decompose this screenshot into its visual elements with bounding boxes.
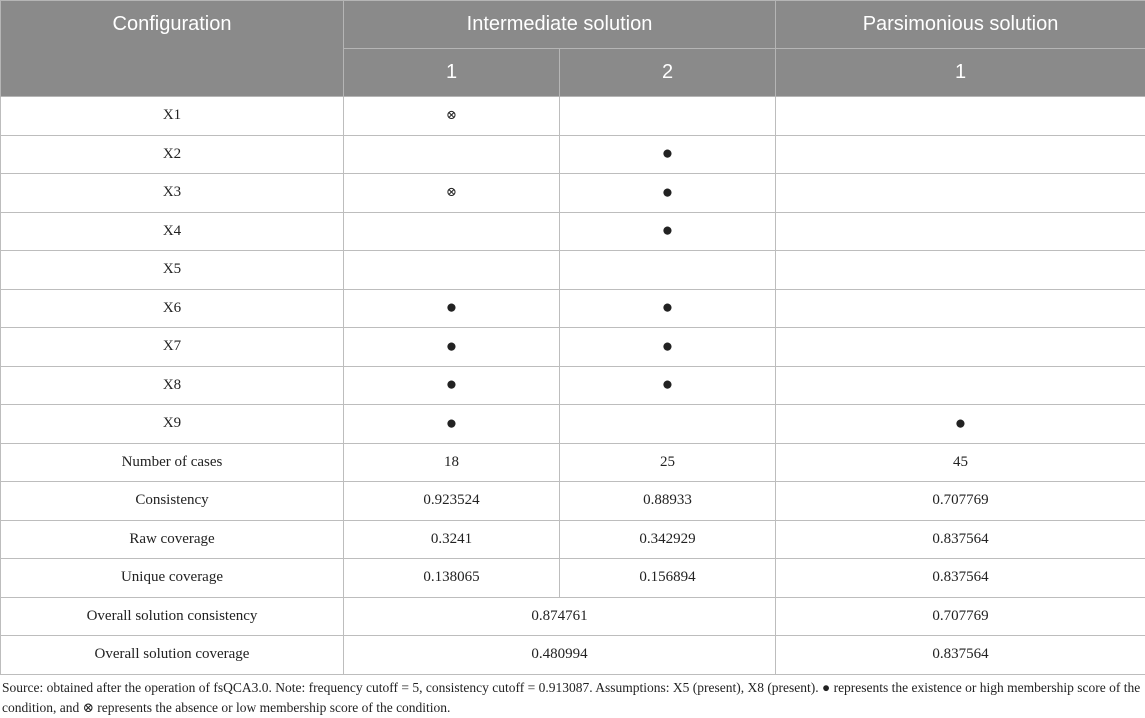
cell-c1 — [344, 328, 560, 367]
overall-label: Overall solution coverage — [1, 636, 344, 675]
cell-c3 — [776, 559, 1145, 598]
header-parsimonious-1: 1 — [776, 49, 1145, 97]
cell-c3 — [776, 174, 1145, 213]
overall-parsimonious-value: 0.837564 — [776, 636, 1145, 675]
table-row — [1, 174, 1145, 213]
cell-value: ⊗ — [446, 184, 457, 200]
table-row — [1, 289, 1145, 328]
cell-value: 0.342929 — [639, 530, 696, 547]
cell-c1 — [344, 97, 560, 136]
cell-value: ● — [445, 412, 458, 434]
table-row — [1, 559, 1145, 598]
row-label: X8 — [1, 366, 344, 405]
row-label: Consistency — [1, 482, 344, 521]
cell-c2 — [560, 443, 776, 482]
row-label: X5 — [1, 251, 344, 290]
cell-value: ● — [661, 374, 674, 396]
cell-value: ● — [661, 220, 674, 242]
cell-c2 — [560, 482, 776, 521]
cell-c1 — [344, 135, 560, 174]
row-label: Raw coverage — [1, 520, 344, 559]
row-label: X2 — [1, 135, 344, 174]
cell-value: 0.3241 — [430, 530, 473, 547]
cell-c3 — [776, 135, 1145, 174]
table-row — [1, 443, 1145, 482]
cell-value: 0.923524 — [423, 492, 480, 509]
row-label: X7 — [1, 328, 344, 367]
cell-value: 0.138065 — [423, 569, 480, 586]
cell-c2 — [560, 97, 776, 136]
cell-c3 — [776, 212, 1145, 251]
cell-c2 — [560, 251, 776, 290]
table-row — [1, 97, 1145, 136]
cell-c2 — [560, 520, 776, 559]
table-row — [1, 328, 1145, 367]
cell-c2 — [560, 328, 776, 367]
cell-c1 — [344, 482, 560, 521]
table-row — [1, 366, 1145, 405]
cell-c2 — [560, 559, 776, 598]
cell-c1 — [344, 366, 560, 405]
cell-value: ● — [661, 143, 674, 165]
cell-c1 — [344, 289, 560, 328]
cell-value: ● — [445, 335, 458, 357]
row-label: X1 — [1, 97, 344, 136]
cell-c3 — [776, 366, 1145, 405]
table-row — [1, 405, 1145, 444]
cell-c2 — [560, 289, 776, 328]
cell-value: 0.88933 — [643, 492, 692, 509]
table-row — [1, 135, 1145, 174]
header-intermediate-1: 1 — [344, 49, 560, 97]
row-label: Number of cases — [1, 443, 344, 482]
row-label: X3 — [1, 174, 344, 213]
cell-c1 — [344, 174, 560, 213]
table-row — [1, 212, 1145, 251]
row-label: X6 — [1, 289, 344, 328]
table-footnote: Source: obtained after the operation of fsQCA3.0. Note: frequency cutoff = 5, consistency cutoff = 0.913087. Assumptions: X5 (present), X8 (present). ● represents the existence or high membership score of the condition, and ⊗ represents the absence or low membership score of the condition. — [2, 680, 1141, 715]
cell-c2 — [560, 135, 776, 174]
cell-value: ⊗ — [446, 107, 457, 123]
cell-c1 — [344, 520, 560, 559]
cell-value: 0.837564 — [932, 530, 989, 547]
row-label: X4 — [1, 212, 344, 251]
overall-row — [1, 636, 1145, 675]
cell-c1 — [344, 251, 560, 290]
cell-value: 0.837564 — [932, 569, 989, 586]
cell-c2 — [560, 366, 776, 405]
cell-c3 — [776, 520, 1145, 559]
cell-value: ● — [954, 412, 967, 434]
cell-value: 0.707769 — [932, 492, 989, 509]
header-intermediate-solution: Intermediate solution — [344, 1, 776, 49]
cell-value: ● — [445, 374, 458, 396]
cell-value: 25 — [660, 453, 675, 470]
cell-c3 — [776, 328, 1145, 367]
cell-c3 — [776, 97, 1145, 136]
overall-parsimonious-value: 0.707769 — [776, 597, 1145, 636]
cell-value: 45 — [953, 453, 969, 470]
cell-value: 0.156894 — [639, 569, 696, 586]
cell-c3 — [776, 289, 1145, 328]
overall-label: Overall solution consistency — [1, 597, 344, 636]
cell-c3 — [776, 405, 1145, 444]
cell-c3 — [776, 251, 1145, 290]
cell-value: ● — [661, 297, 674, 319]
overall-intermediate-value: 0.480994 — [344, 636, 776, 675]
cell-c2 — [560, 405, 776, 444]
table-row — [1, 520, 1145, 559]
overall-intermediate-value: 0.874761 — [344, 597, 776, 636]
cell-c3 — [776, 482, 1145, 521]
header-intermediate-2: 2 — [560, 49, 776, 97]
cell-c1 — [344, 443, 560, 482]
cell-value: ● — [445, 297, 458, 319]
table-row — [1, 251, 1145, 290]
header-parsimonious-solution: Parsimonious solution — [776, 1, 1145, 49]
cell-c1 — [344, 405, 560, 444]
header-configuration: Configuration — [1, 1, 344, 97]
cell-c1 — [344, 559, 560, 598]
cell-c2 — [560, 212, 776, 251]
cell-value: ● — [661, 335, 674, 357]
row-label: X9 — [1, 405, 344, 444]
cell-c3 — [776, 443, 1145, 482]
overall-row — [1, 597, 1145, 636]
cell-value: 18 — [444, 453, 459, 470]
cell-c2 — [560, 174, 776, 213]
cell-c1 — [344, 212, 560, 251]
row-label: Unique coverage — [1, 559, 344, 598]
table-row — [1, 482, 1145, 521]
cell-value: ● — [661, 181, 674, 203]
